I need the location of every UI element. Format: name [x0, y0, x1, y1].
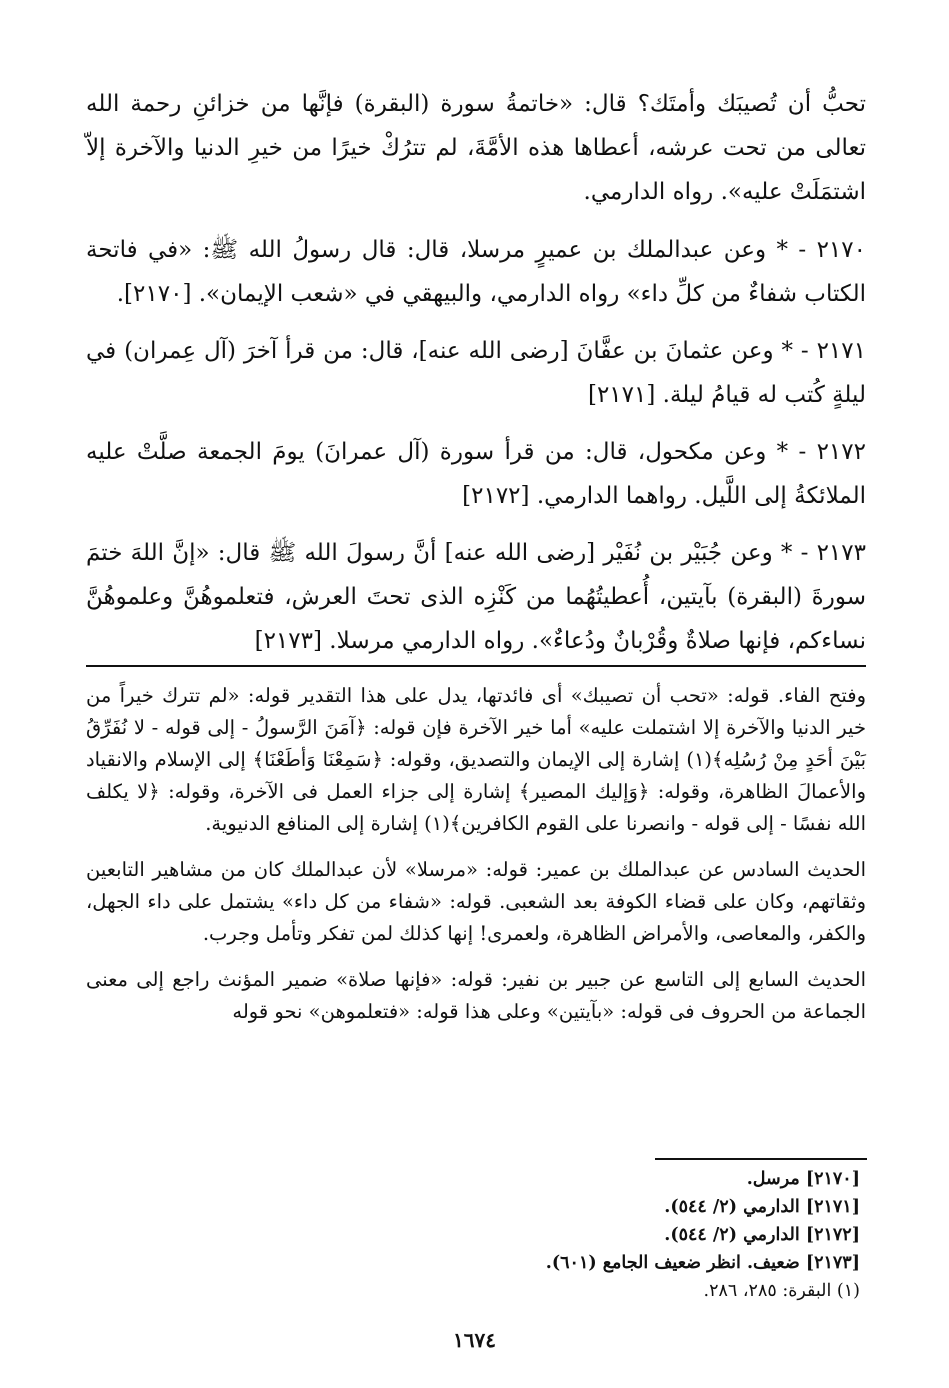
- footnote: [٢١٧٣] ضعيف. انظر ضعيف الجامع (٦٠١).: [545, 1253, 860, 1273]
- footnotes: [300, 1165, 860, 1305]
- commentary-paragraph: الحديث السادس عن عبدالملك بن عمير: قوله: «مرسلا» لأن عبدالملك كان من مشاهير التابعين وثقاتهم، وكان على قضاء الكوفة بعد الشعبى. قوله: «شفاء من كل داء» يشتمل على داء الجهل، والكفر، والمعاصى، والأمراض الظاهرة، ولعمرى! إنها كذلك لمن تفكر وتأمل وجرب.: [86, 858, 866, 945]
- hadith-2171: ٢١٧١ - * وعن عثمانَ بن عفَّانَ [رضى الله عنه]، قال: من قرأ آخرَ (آل عِمران) في ليلةٍ كُتب له قيامُ ليلة. [٢١٧١]: [86, 338, 866, 408]
- section-divider: [86, 665, 866, 667]
- footnote: (١) البقرة: ٢٨٥، ٢٨٦.: [703, 1281, 860, 1301]
- footnote-divider: [655, 1158, 867, 1160]
- hadith-text: [86, 82, 866, 676]
- footnote: [٢١٧٠] مرسل.: [746, 1169, 860, 1189]
- commentary-paragraph: وفتح الفاء. قوله: «تحب أن تصيبك» أى فائدتها، يدل على هذا التقدير قوله: «لم تترك خيراً من خير الدنيا والآخرة إلا اشتملت عليه» أما خير الآخرة فإن قوله: ﴿آمَنَ الرَّسولُ - إلى قوله - لا نُفَرِّقُ بَيْنَ أحَدٍ مِنْ رُسُلِه﴾(١) إشارة إلى الإيمان والتصديق، وقوله: ﴿سَمِعْنَا وَأطَعْنَا﴾ إلى الإسلام والانقياد والأعمالَ الظاهرة، وقوله: ﴿وَإليك المصير﴾ إشارة إلى جزاء العمل فى الآخرة، وقوله: ﴿لا يكلف الله نفسًا - إلى قوله - وانصرنا على القوم الكافرين﴾(١) إشارة إلى المنافع الدنيوية.: [86, 684, 866, 835]
- hadith-2173: ٢١٧٣ - * وعن جُبَيْر بن نُفَيْر [رضى الله عنه] أنَّ رسولَ الله ﷺ قال: «إنَّ اللهَ ختمَ سورةَ (البقرة) بآيتين، أُعطيتُهُما من كَنْزِه الذى تحتَ العرش، فتعلموهُنَّ وعلموهُنَّ نساءكم، فإنها صلاةٌ وقُرْبانٌ ودُعاءٌ». رواه الدارمي مرسلا. [٢١٧٣]: [86, 540, 866, 654]
- footnote: [٢١٧١] الدارمي (٢/ ٥٤٤).: [664, 1197, 860, 1217]
- hadith-continuation: تحبُّ أن تُصيبَك وأمتَك؟ قال: «خاتمةُ سورة (البقرة) فإنَّها من خزائنِ رحمة الله تعالى من تحت عرشه، أعطاها هذه الأمَّةَ، لم تترُكْ خيرًا من خيرِ الدنيا والآخرة إلاّ اشتمَلَتْ عليه». رواه الدارمي.: [86, 91, 866, 205]
- commentary: [86, 680, 866, 1042]
- hadith-2172: ٢١٧٢ - * وعن مكحول، قال: من قرأ سورة (آل عمرانَ) يومَ الجمعة صلَّتْ عليه الملائكةُ إلى اللَّيل. رواهما الدارمي. [٢١٧٢]: [86, 439, 866, 509]
- commentary-paragraph: الحديث السابع إلى التاسع عن جبير بن نفير: قوله: «فإنها صلاة» ضمير المؤنث راجع إلى معنى الجماعة من الحروف فى قوله: «بآيتين» وعلى هذا قوله: «فتعلموهن» نحو قوله: [86, 968, 866, 1023]
- page-number: ١٦٧٤: [453, 1328, 496, 1352]
- footnote: [٢١٧٢] الدارمي (٢/ ٥٤٤).: [664, 1225, 860, 1245]
- hadith-2170: ٢١٧٠ - * وعن عبدالملك بن عميرٍ مرسلا، قال: قال رسولُ الله ﷺ: «في فاتحة الكتاب شفاءٌ من كلِّ داء» رواه الدارمي، والبيهقي في «شعب الإيمان». [٢١٧٠].: [86, 237, 866, 307]
